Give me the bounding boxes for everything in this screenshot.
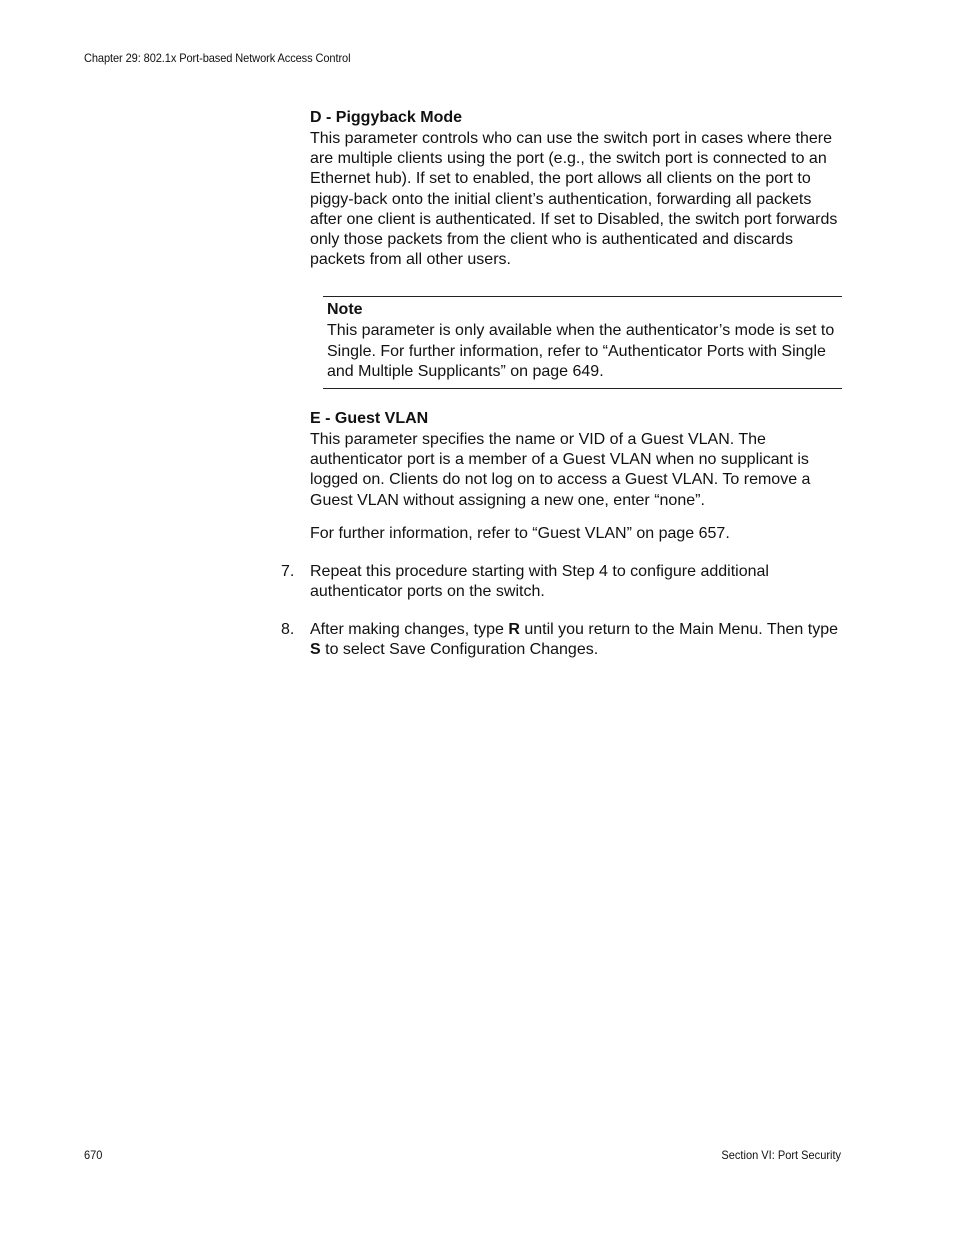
- step-number: 7.: [281, 563, 295, 580]
- note-box: [323, 296, 842, 389]
- step-text: Repeat this procedure starting with Step 4 to configure additional authenticator ports on the switch.: [310, 563, 769, 601]
- piggyback-mode-title: D - Piggyback Mode: [310, 109, 463, 126]
- step-text-part: to select Save Configuration Changes.: [320, 641, 599, 659]
- step-text-part: After making changes, type: [310, 621, 509, 638]
- piggyback-mode-description: This parameter controls who can use the switch port in cases where there are multiple clients using the port (e.g., the switch port is connected to an Ethernet hub). If set to enabled, the port allows all clients on the port to piggy-back onto the initial client’s authentication, forwarding all packets after one client is authenticated. If set to Disabled, the switch port forwards only those packets from the client who is authenticated and discards packets from all other users.: [310, 130, 838, 269]
- note-body: This parameter is only available when the authenticator’s mode is set to Single. For further information, refer to “Authenticator Ports with Single and Multiple Supplicants” on page 649.: [327, 322, 835, 380]
- guest-vlan-section: [310, 409, 842, 544]
- key-s: S: [310, 641, 321, 659]
- piggyback-mode-section: [310, 108, 842, 270]
- guest-vlan-reference: For further information, refer to “Guest VLAN” on page 657.: [310, 524, 730, 542]
- step-text: [310, 620, 842, 660]
- note-title: Note: [327, 301, 363, 318]
- guest-vlan-description: This parameter specifies the name or VID of a Guest VLAN. The authenticator port is a member of a Guest VLAN when no supplicant is logged on. Clients do not log on to access a Guest VLAN. To remove a Guest VLAN without assigning a new one, enter “none”.: [310, 431, 811, 509]
- page-number: 670: [84, 1148, 103, 1162]
- running-header: Chapter 29: 802.1x Port-based Network Access Control: [84, 51, 351, 65]
- step-text-part: until you return to the Main Menu. Then type: [519, 621, 838, 638]
- key-r: R: [508, 621, 520, 638]
- guest-vlan-title: E - Guest VLAN: [310, 410, 429, 427]
- step-number: 8.: [281, 621, 295, 638]
- section-footer: Section VI: Port Security: [721, 1148, 841, 1162]
